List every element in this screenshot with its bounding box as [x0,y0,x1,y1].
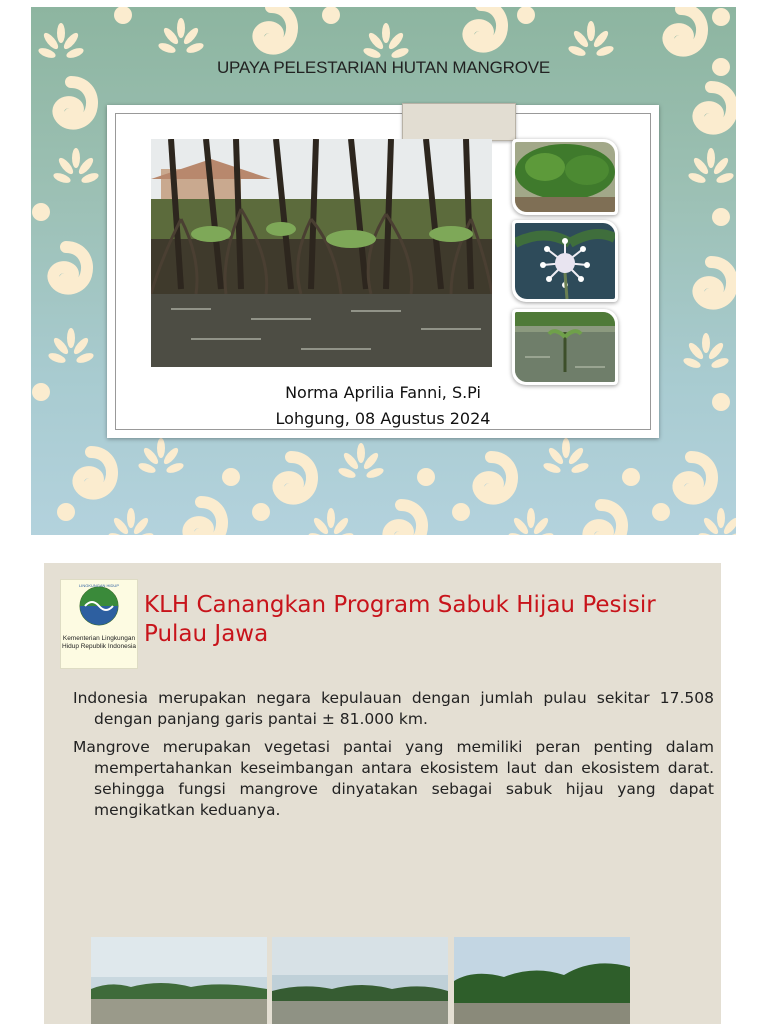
mangrove-coast-photo-3 [454,937,630,1024]
paragraph-2: Mangrove merupakan vegetasi pantai yang memiliki peran penting dalam mempertahankan keseimbangan antara ekosistem laut dan ekosistem darat. sehingga fungsi mangrove dinyatakan sebagai sabuk hijau yang dapat mengikatkan keduanya. [73,738,714,819]
paragraph-1: Indonesia merupakan negara kepulauan dengan jumlah pulau sekitar 17.508 dengan panjang garis pantai ± 81.000 km. [73,689,714,728]
content-slide [44,563,721,1024]
headline: KLH Canangkan Program Sabuk Hijau Pesisir Pulau Jawa [144,592,656,647]
pattern-row-3 [57,438,736,535]
globe-icon [61,580,137,636]
mangrove-coast-photo-1 [91,937,267,1024]
logo-top-text: LINGKUNGAN HIDUP [78,583,120,588]
place-date: Lohgung, 08 Agustus 2024 [275,409,491,428]
mangrove-coast-photo-2 [272,937,448,1024]
mangrove-flower-thumbnail [512,220,618,302]
mangrove-seedling-thumbnail [512,309,618,385]
mangrove-photo-strip [91,937,631,1024]
pattern-row-1 [37,7,730,60]
frame-tab [402,103,516,141]
logo-caption: Kementerian Lingkungan Hidup Republik Indonesia [61,635,137,650]
photo-frame [107,105,659,438]
author-name: Norma Aprilia Fanni, S.Pi [285,383,481,402]
mangrove-roots-photo [151,139,492,367]
title-slide [31,7,736,535]
author-block [107,380,659,432]
mangrove-shrub-thumbnail [512,139,618,215]
klh-logo [60,579,138,669]
slide-title: UPAYA PELESTARIAN HUTAN MANGROVE [216,58,551,77]
